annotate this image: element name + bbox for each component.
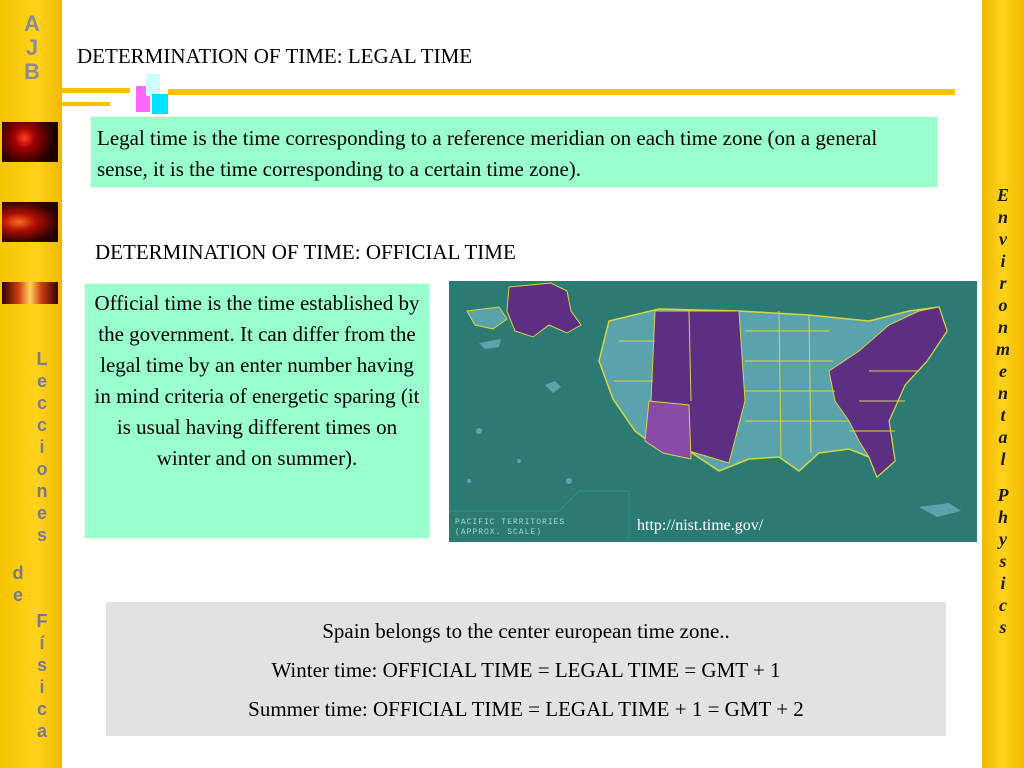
- thumbnail-red-2: [2, 202, 58, 242]
- alaska-region: [507, 283, 581, 337]
- summary-line-winter: Winter time: OFFICIAL TIME = LEGAL TIME = GMT + 1: [271, 658, 781, 682]
- header-accent-cyan-2: [152, 94, 168, 114]
- pacific-island: [476, 428, 482, 434]
- map-graphic: [449, 281, 977, 542]
- hawaii-islands: [545, 381, 561, 393]
- header-rule-left-2: [62, 102, 110, 106]
- official-time-definition: [84, 283, 430, 539]
- header-accent-cyan: [146, 74, 160, 96]
- heading-official-time: DETERMINATION OF TIME: OFFICIAL TIME: [95, 240, 516, 264]
- thumbnail-red-1: [2, 122, 58, 162]
- thumbnail-red-3: [2, 282, 58, 304]
- legal-time-text: Legal time is the time corresponding to a reference meridian on each time zone (on a general sense, it is the time corresponding to a certain time zone).: [97, 126, 878, 181]
- series-title-fisica: F í s i c a: [36, 611, 48, 741]
- source-url-link[interactable]: http://nist.time.gov/: [637, 517, 764, 534]
- pacific-island: [467, 479, 471, 483]
- heading-legal-time: DETERMINATION OF TIME: LEGAL TIME: [77, 44, 473, 68]
- official-time-text: Official time is the time established by the government. It can differ from the legal time by an enter number having in mind criteria of energetic sparing (it is usual having different times on winter and on summer).: [94, 291, 420, 470]
- arizona-region: [645, 401, 691, 459]
- series-title-de: d e: [12, 563, 24, 605]
- pacific-territories-label: PACIFIC TERRITORIES (APPROX. SCALE): [455, 518, 566, 537]
- series-title-lecciones: L e c c i o n e s: [36, 349, 48, 545]
- pacific-island: [566, 478, 572, 484]
- caribbean-islands: [919, 503, 961, 517]
- environmental-physics-label: E n v i r o n m e n t a l P h y s i c s: [995, 185, 1010, 637]
- summary-line-summer: Summer time: OFFICIAL TIME = LEGAL TIME + 1 = GMT + 2: [248, 697, 804, 721]
- aleutian-islands: [479, 339, 501, 349]
- pacific-island: [517, 459, 521, 463]
- header-rule-main: [168, 89, 955, 95]
- summary-line-zone: Spain belongs to the center european time zone..: [322, 619, 730, 643]
- us-time-zone-map: [449, 281, 977, 542]
- ajb-logo: A J B: [24, 11, 40, 84]
- spain-time-summary: [106, 602, 946, 736]
- alaska-west-region: [467, 307, 507, 329]
- header-rule-left-1: [62, 88, 130, 93]
- legal-time-definition: [90, 116, 938, 188]
